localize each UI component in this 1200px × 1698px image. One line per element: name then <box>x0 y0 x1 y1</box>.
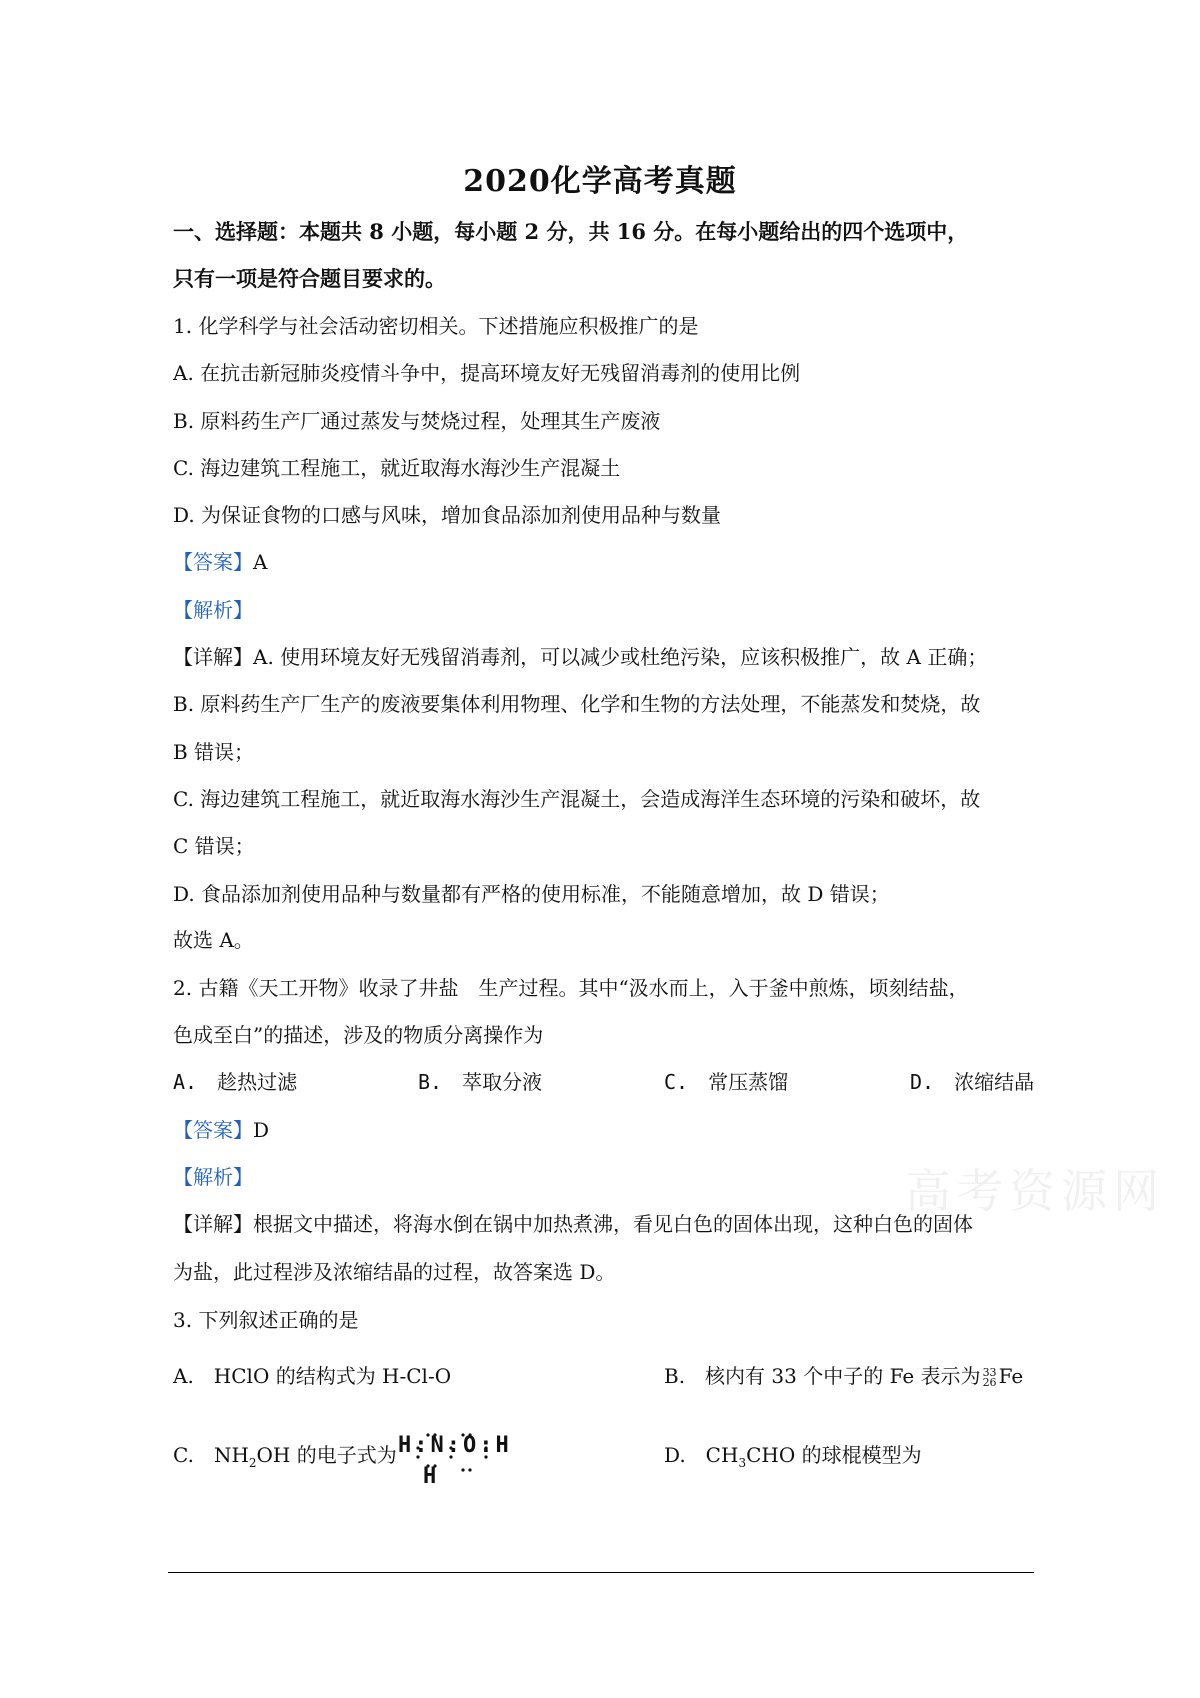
q2-option-d: D. 浓缩结晶 <box>910 1070 1035 1094</box>
answer-label: 【答案】 <box>173 1118 253 1142</box>
q2-stem-line1: 2. 古籍《天工开物》收录了井盐 生产过程。其中“汲水而上，入于釜中煎炼，顷刻结盐， <box>173 976 969 1000</box>
q2-analysis-label: 【解析】 <box>173 1165 253 1189</box>
q1-detail-line3: B 错误； <box>173 740 255 764</box>
q2-option-c: C. 常压蒸馏 <box>664 1070 789 1094</box>
q3-option-d: D. $CH_3CHO$ 的球棍模型为 <box>664 1443 922 1470</box>
answer-label: 【答案】 <box>173 550 253 574</box>
section-heading-line2: 只有一项是符合题目要求的。 <box>173 266 446 291</box>
q2-option-a: A. 趁热过滤 <box>173 1070 298 1094</box>
q2-detail-line2: 为盐，此过程涉及浓缩结晶的过程，故答案选 D。 <box>173 1260 616 1284</box>
q3-option-b: B. 核内有 33 个中子的 Fe 表示为 33 26 Fe <box>664 1364 1024 1389</box>
q1-option-c: C. 海边建筑工程施工，就近取海水海沙生产混凝土 <box>173 456 621 480</box>
q1-answer <box>173 548 267 576</box>
q1-option-d: D. 为保证食物的口感与风味，增加食品添加剂使用品种与数量 <box>173 503 722 527</box>
q2-answer <box>173 1116 269 1144</box>
q1-detail-line1: 【详解】A. 使用环境友好无残留消毒剂，可以减少或杜绝污染，应该积极推广，故 A 正确； <box>173 645 988 669</box>
q1-detail-line2: B. 原料药生产厂生产的废液要集体利用物理、化学和生物的方法处理，不能蒸发和焚烧，故 <box>173 692 981 716</box>
section-heading-line1: 一、选择题：本题共 8 小题，每小题 2 分，共 16 分。在每小题给出的四个选项中， <box>173 219 969 244</box>
detail-label: 【详解】 <box>173 645 253 669</box>
q2-stem-line2: 色成至白”的描述，涉及的物质分离操作为 <box>173 1023 544 1047</box>
q2-option-b: B. 萃取分液 <box>418 1070 543 1094</box>
q1-option-a: A. 在抗击新冠肺炎疫情斗争中，提高环境友好无残留消毒剂的使用比例 <box>173 361 801 385</box>
q2-detail-line1: 【详解】根据文中描述，将海水倒在锅中加热煮沸，看见白色的固体出现，这种白色的固体 <box>173 1212 973 1236</box>
q1-detail-line6: D. 食品添加剂使用品种与数量都有严格的使用标准，不能随意增加，故 D 错误； <box>173 882 890 906</box>
q2-answer-value: D <box>253 1118 270 1142</box>
lewis-row2: H <box>423 1464 437 1489</box>
nuclide-notation: 33 26 <box>982 1365 997 1389</box>
page-title: 2020化学高考真题 <box>463 164 737 199</box>
nh2oh-electron-formula <box>398 1430 512 1494</box>
q1-option-b: B. 原料药生产厂通过蒸发与焚烧过程，处理其生产废液 <box>173 409 661 433</box>
q1-stem: 1. 化学科学与社会活动密切相关。下述措施应积极推广的是 <box>173 314 699 338</box>
watermark: 高考资源网 <box>905 1164 1165 1218</box>
q3-option-a: A. HClO 的结构式为 H-Cl-O <box>173 1364 452 1388</box>
q1-answer-value: A <box>253 550 268 574</box>
q1-analysis-label: 【解析】 <box>173 598 253 622</box>
lewis-row1: H:N:O:H <box>398 1433 512 1458</box>
detail-label: 【详解】 <box>173 1212 253 1236</box>
q1-detail-line7: 故选 A。 <box>173 928 254 952</box>
q3-option-c: C. $NH_2OH$ 的电子式为 <box>173 1443 397 1470</box>
q1-detail-line5: C 错误； <box>173 834 255 858</box>
page-bottom-rule <box>168 1572 1034 1573</box>
q3-stem: 3. 下列叙述正确的是 <box>173 1308 359 1332</box>
q1-detail-line4: C. 海边建筑工程施工，就近取海水海沙生产混凝土，会造成海洋生态环境的污染和破坏，故 <box>173 787 981 811</box>
